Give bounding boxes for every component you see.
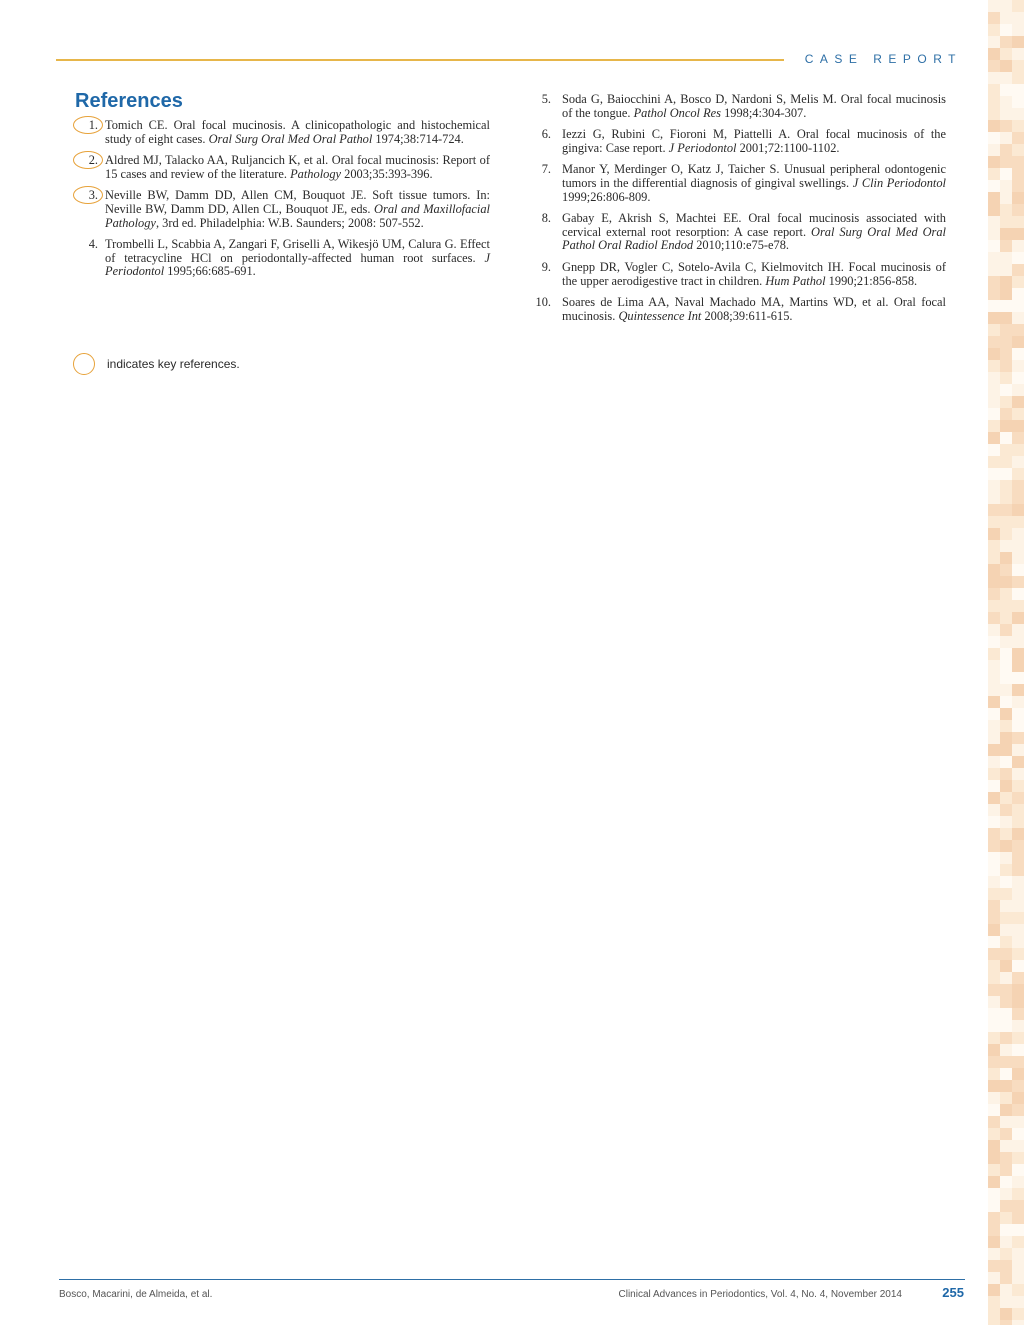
reference-text: 2008;39:611-615. (701, 308, 793, 323)
reference-journal-title: J Clin Periodontol (852, 175, 947, 190)
reference-journal-title: Oral Surg Oral Med Oral Pathol (208, 131, 373, 146)
reference-item (530, 212, 946, 253)
reference-journal-title: Quintessence Int (618, 308, 702, 323)
reference-text: Tomich CE. Oral focal mucinosis. A clinicopathologic and histochemical study of eight cases. (105, 118, 490, 146)
references-list-left (78, 119, 490, 287)
reference-text: Soares de Lima AA, Naval Machado MA, Martins WD, et al. Oral focal mucinosis. (562, 295, 946, 323)
reference-text: Neville BW, Damm DD, Allen CM, Bouquot JE. Soft tissue tumors. In: Neville BW, Damm DD, Allen CL, Bouquot JE, eds. (105, 188, 490, 216)
reference-item (530, 128, 946, 155)
reference-text: 2010;110:e75-e78. (693, 238, 790, 253)
reference-text: 1999;26:806-809. (562, 189, 651, 204)
reference-item (78, 189, 490, 230)
running-head: CASE REPORT (804, 52, 962, 66)
footer-rule (59, 1279, 965, 1280)
reference-item (530, 163, 946, 204)
page-number: 255 (942, 1285, 964, 1300)
top-rule (56, 59, 784, 61)
reference-text: Iezzi G, Rubini C, Fioroni M, Piattelli A. Oral focal mucinosis of the gingiva: Case report. (562, 127, 946, 155)
key-reference-circle-icon (73, 353, 95, 375)
reference-text: 1974;38:714-724. (372, 131, 464, 146)
reference-journal-title: Hum Pathol (765, 273, 826, 288)
reference-journal-title: Oral and Maxillofacial Pathology (105, 201, 490, 230)
reference-text: Soda G, Baiocchini A, Bosco D, Nardoni S, Melis M. Oral focal mucinosis of the tongue. (562, 92, 946, 120)
reference-item (78, 119, 490, 146)
reference-number: 9. (541, 259, 551, 274)
reference-journal-title: J Periodontol (668, 140, 737, 155)
reference-journal-title: Pathology (290, 166, 342, 181)
reference-number: 2. (88, 153, 98, 168)
reference-number: 7. (541, 162, 551, 177)
reference-number: 1. (88, 118, 98, 132)
reference-text: 1998;4:304-307. (720, 105, 807, 120)
reference-number: 6. (541, 127, 551, 142)
reference-item (78, 154, 490, 181)
legend-text: indicates key references. (107, 357, 240, 371)
reference-journal-title: J Periodontol (105, 250, 490, 279)
references-heading: References (75, 90, 183, 112)
reference-journal-title: Pathol Oncol Res (633, 105, 721, 120)
reference-text: Aldred MJ, Talacko AA, Ruljancich K, et al. Oral focal mucinosis: Report of 15 cases and review of the literature. (105, 153, 490, 181)
reference-text: 2003;35:393-396. (341, 166, 433, 181)
reference-number: 10. (535, 295, 551, 310)
reference-text: Gabay E, Akrish S, Machtei EE. Oral focal mucinosis associated with cervical external root resorption: A case report. (562, 211, 946, 239)
reference-number: 4. (88, 237, 98, 252)
reference-text: Manor Y, Merdinger O, Katz J, Taicher S. Unusual peripheral odontogenic tumors in the differential diagnosis of gingival swellings. (562, 162, 946, 190)
footer-authors: Bosco, Macarini, de Almeida, et al. (59, 1289, 213, 1300)
reference-text: Gnepp DR, Vogler C, Sotelo-Avila C, Kielmovitch IH. Focal mucinosis of the upper aerodigestive tract in children. (562, 259, 946, 288)
reference-text: 1995;66:685-691. (164, 264, 256, 279)
reference-item (78, 238, 490, 279)
reference-journal-title: Oral Surg Oral Med Oral Pathol Oral Radiol Endod (562, 224, 946, 253)
reference-text: 1990;21:856-858. (825, 273, 918, 288)
footer-journal: Clinical Advances in Periodontics, Vol. 4, No. 4, November 2014 (618, 1289, 902, 1300)
reference-item (530, 261, 946, 288)
reference-item (530, 296, 946, 323)
reference-text: Trombelli L, Scabbia A, Zangari F, Griselli A, Wikesjö UM, Calura G. Effect of tetracycline HCl on periodontally-affected human root surfaces. (105, 237, 490, 265)
reference-number: 3. (88, 188, 98, 203)
reference-text: 2001;72:1100-1102. (736, 140, 840, 155)
decorative-side-pattern (988, 0, 1024, 1325)
references-list-right (530, 93, 946, 331)
reference-number: 8. (541, 211, 551, 226)
reference-number: 5. (541, 92, 551, 106)
reference-text: , 3rd ed. Philadelphia: W.B. Saunders; 2008: 507-552. (155, 215, 424, 230)
reference-item (530, 93, 946, 120)
